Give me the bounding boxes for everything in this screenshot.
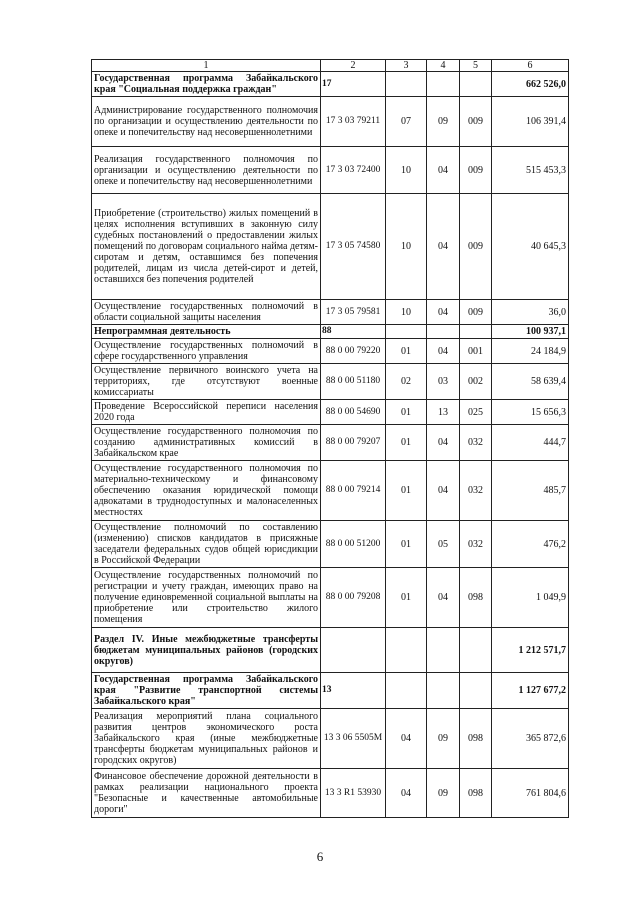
table-row — [92, 325, 569, 339]
row-sum-cell: 1 127 677,2 — [492, 673, 569, 709]
row-code-cell: 88 0 00 54690 — [321, 400, 386, 425]
row-code-cell: 88 0 00 51200 — [321, 521, 386, 568]
row-code-cell: 88 0 00 51180 — [321, 364, 386, 400]
table-row — [92, 673, 569, 709]
row-sum-cell: 106 391,4 — [492, 97, 569, 147]
row-type-cell: 032 — [460, 461, 492, 521]
row-section-cell: 02 — [386, 364, 427, 400]
row-sum-cell: 662 526,0 — [492, 72, 569, 97]
row-name-cell: Осуществление государственных полномочий по регистрации и учету граждан, имеющих право на получение единовременной социальной выплаты на приобретение или строительство жилого помещения — [92, 568, 321, 628]
row-sum-cell: 58 639,4 — [492, 364, 569, 400]
row-type-cell — [460, 673, 492, 709]
row-name-cell: Реализация мероприятий плана социального развития центров экономического роста Забайкальского края (иные межбюджетные трансферты бюджетам муниципальных районов и городских округов) — [92, 709, 321, 769]
row-type-cell: 098 — [460, 769, 492, 818]
row-code-cell: 17 3 05 79581 — [321, 300, 386, 325]
row-sum-cell: 40 645,3 — [492, 194, 569, 300]
row-subsection-cell: 13 — [427, 400, 460, 425]
row-section-cell — [386, 673, 427, 709]
row-sum-cell: 515 453,3 — [492, 147, 569, 194]
row-name-cell: Администрирование государственного полномочия по организации и осуществлению деятельности по опеке и попечительству над несовершеннолетними — [92, 97, 321, 147]
row-sum-cell: 36,0 — [492, 300, 569, 325]
row-name-cell: Осуществление государственных полномочий в области социальной защиты населения — [92, 300, 321, 325]
row-section-cell: 10 — [386, 300, 427, 325]
row-subsection-cell: 04 — [427, 147, 460, 194]
row-name-cell: Осуществление первичного воинского учета на территориях, где отсутствуют военные комиссариаты — [92, 364, 321, 400]
row-code-cell: 17 3 03 79211 — [321, 97, 386, 147]
row-subsection-cell: 09 — [427, 769, 460, 818]
table-row — [92, 364, 569, 400]
row-code-cell: 88 0 00 79220 — [321, 339, 386, 364]
row-name-cell: Государственная программа Забайкальского края "Социальная поддержка граждан" — [92, 72, 321, 97]
row-subsection-cell: 09 — [427, 709, 460, 769]
row-subsection-cell — [427, 673, 460, 709]
row-type-cell: 032 — [460, 425, 492, 461]
row-section-cell — [386, 628, 427, 673]
row-name-cell: Проведение Всероссийской переписи населения 2020 года — [92, 400, 321, 425]
table-row — [92, 568, 569, 628]
row-section-cell — [386, 72, 427, 97]
table-row — [92, 147, 569, 194]
row-type-cell — [460, 628, 492, 673]
row-type-cell: 009 — [460, 147, 492, 194]
row-subsection-cell: 04 — [427, 300, 460, 325]
row-name-cell: Осуществление государственного полномочия по материально-техническому и финансовому обеспечению оказания юридической помощи адвокатами в труднодоступных и малонаселенных местностях — [92, 461, 321, 521]
table-row — [92, 72, 569, 97]
row-type-cell: 009 — [460, 97, 492, 147]
table-row — [92, 461, 569, 521]
row-code-cell: 17 3 05 74580 — [321, 194, 386, 300]
row-sum-cell: 476,2 — [492, 521, 569, 568]
row-subsection-cell: 03 — [427, 364, 460, 400]
row-code-cell: 88 0 00 79207 — [321, 425, 386, 461]
row-type-cell — [460, 325, 492, 339]
row-code-cell: 17 3 03 72400 — [321, 147, 386, 194]
table-header-row — [92, 60, 569, 72]
row-sum-cell: 485,7 — [492, 461, 569, 521]
table-row — [92, 769, 569, 818]
row-sum-cell: 1 049,9 — [492, 568, 569, 628]
row-type-cell: 001 — [460, 339, 492, 364]
row-type-cell: 032 — [460, 521, 492, 568]
header-cell: 1 — [92, 60, 321, 72]
row-sum-cell: 24 184,9 — [492, 339, 569, 364]
row-code-cell: 13 — [321, 673, 386, 709]
row-section-cell: 01 — [386, 521, 427, 568]
row-subsection-cell — [427, 628, 460, 673]
row-type-cell: 098 — [460, 709, 492, 769]
row-name-cell: Осуществление государственных полномочий в сфере государственного управления — [92, 339, 321, 364]
row-subsection-cell — [427, 325, 460, 339]
page-number: 6 — [316, 849, 324, 864]
row-code-cell: 88 0 00 79214 — [321, 461, 386, 521]
row-section-cell — [386, 325, 427, 339]
row-code-cell: 13 3 R1 53930 — [321, 769, 386, 818]
row-type-cell — [460, 72, 492, 97]
table-row — [92, 339, 569, 364]
row-section-cell: 01 — [386, 568, 427, 628]
row-code-cell — [321, 628, 386, 673]
row-section-cell: 10 — [386, 147, 427, 194]
header-cell: 3 — [386, 60, 427, 72]
row-subsection-cell: 05 — [427, 521, 460, 568]
table-row — [92, 97, 569, 147]
row-name-cell: Приобретение (строительство) жилых помещений в целях исполнения вступивших в законную силу судебных постановлений о предоставлении жилых помещений по договорам социального найма детям-сиротам и детям, оставшимся без попечения родителей, лицам из числа детей-сирот и детей, оставшихся без попечения родителей — [92, 194, 321, 300]
row-subsection-cell: 04 — [427, 568, 460, 628]
row-code-cell: 88 — [321, 325, 386, 339]
row-sum-cell: 100 937,1 — [492, 325, 569, 339]
row-section-cell: 01 — [386, 425, 427, 461]
row-code-cell: 88 0 00 79208 — [321, 568, 386, 628]
row-type-cell: 002 — [460, 364, 492, 400]
row-code-cell: 13 3 06 5505M — [321, 709, 386, 769]
row-name-cell: Непрограммная деятельность — [92, 325, 321, 339]
table-row — [92, 709, 569, 769]
row-section-cell: 01 — [386, 461, 427, 521]
row-name-cell: Осуществление полномочий по составлению (изменению) списков кандидатов в присяжные заседатели федеральных судов общей юрисдикции в Российской Федерации — [92, 521, 321, 568]
row-name-cell: Раздел IV. Иные межбюджетные трансферты бюджетам муниципальных районов (городских округов) — [92, 628, 321, 673]
row-subsection-cell: 04 — [427, 194, 460, 300]
row-sum-cell: 1 212 571,7 — [492, 628, 569, 673]
row-subsection-cell: 04 — [427, 339, 460, 364]
row-section-cell: 01 — [386, 339, 427, 364]
table-row — [92, 400, 569, 425]
row-sum-cell: 761 804,6 — [492, 769, 569, 818]
header-cell: 5 — [460, 60, 492, 72]
row-section-cell: 10 — [386, 194, 427, 300]
row-sum-cell: 365 872,6 — [492, 709, 569, 769]
table-row — [92, 521, 569, 568]
row-section-cell: 07 — [386, 97, 427, 147]
table-row — [92, 425, 569, 461]
row-sum-cell: 444,7 — [492, 425, 569, 461]
table-row — [92, 194, 569, 300]
row-name-cell: Осуществление государственного полномочия по созданию административных комиссий в Забайкальском крае — [92, 425, 321, 461]
budget-table — [91, 59, 569, 818]
row-sum-cell: 15 656,3 — [492, 400, 569, 425]
row-code-cell: 17 — [321, 72, 386, 97]
row-section-cell: 04 — [386, 769, 427, 818]
row-type-cell: 009 — [460, 194, 492, 300]
row-name-cell: Государственная программа Забайкальского края "Развитие транспортной системы Забайкальского края" — [92, 673, 321, 709]
row-subsection-cell: 04 — [427, 425, 460, 461]
row-name-cell: Финансовое обеспечение дорожной деятельности в рамках реализации национального проекта "Безопасные и качественные автомобильные дороги" — [92, 769, 321, 818]
row-subsection-cell: 04 — [427, 461, 460, 521]
header-cell: 4 — [427, 60, 460, 72]
row-subsection-cell — [427, 72, 460, 97]
header-cell: 6 — [492, 60, 569, 72]
row-section-cell: 04 — [386, 709, 427, 769]
table-row — [92, 628, 569, 673]
row-name-cell: Реализация государственного полномочия по организации и осуществлению деятельности по опеке и попечительству над несовершеннолетними — [92, 147, 321, 194]
row-type-cell: 009 — [460, 300, 492, 325]
header-cell: 2 — [321, 60, 386, 72]
table-row — [92, 300, 569, 325]
row-subsection-cell: 09 — [427, 97, 460, 147]
row-type-cell: 098 — [460, 568, 492, 628]
row-section-cell: 01 — [386, 400, 427, 425]
row-type-cell: 025 — [460, 400, 492, 425]
